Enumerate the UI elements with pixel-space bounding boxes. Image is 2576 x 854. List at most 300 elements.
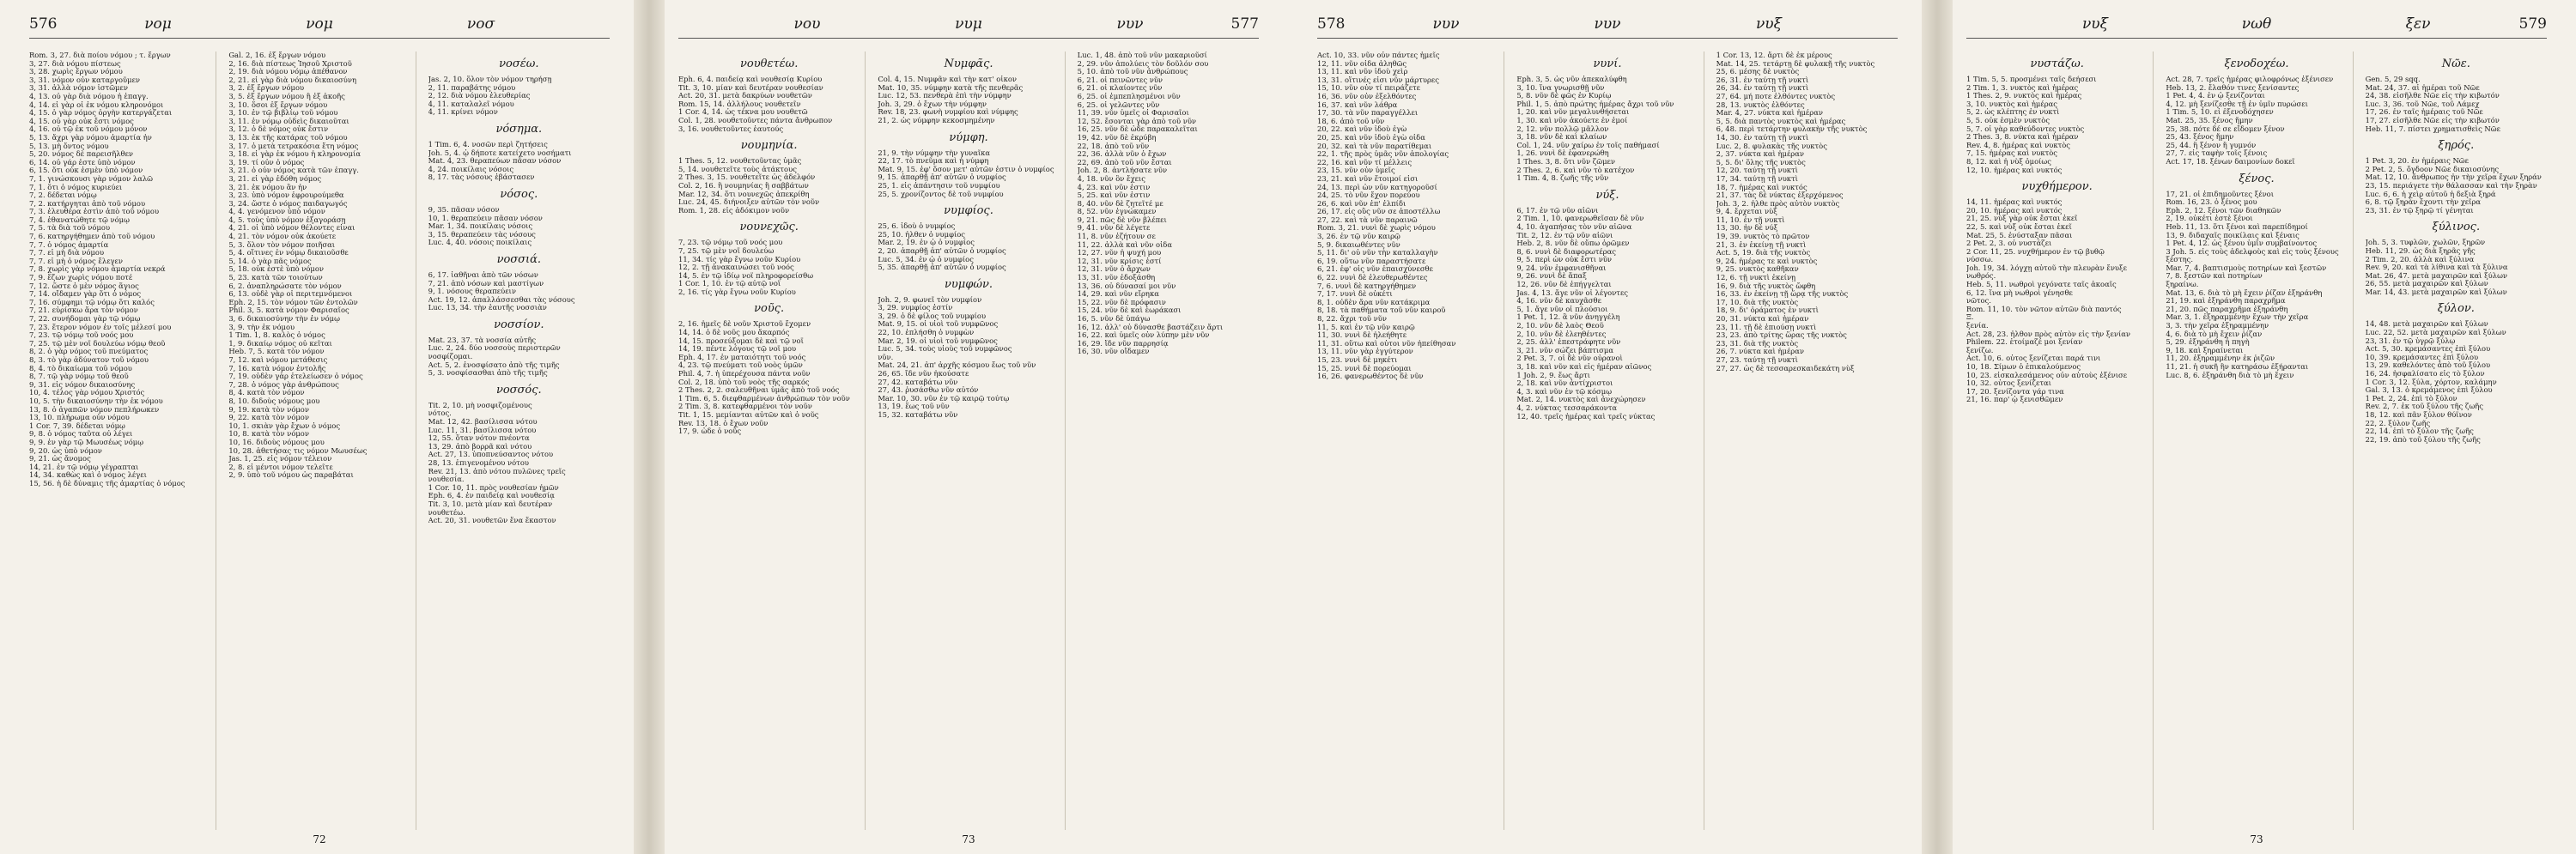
concordance-line: 15, 56. ἡ δὲ δύναμις τῆς ἁμαρτίας ὁ νόμος (29, 479, 185, 488)
entry-headword: νοσέω. (499, 58, 539, 70)
concordance-line: 25, 38. πότε δέ σε εἴδομεν ξένον (2166, 124, 2285, 133)
concordance-line: 6, 17. ἰαθῆναι ἀπὸ τῶν νόσων (428, 270, 538, 279)
concordance-line: 10, 23. εἰσκαλεσάμενος οὖν αὐτοὺς ἐξένισε (1966, 371, 2128, 379)
concordance-line: 3, 17. ὁ μετὰ τετρακόσια ἔτη νόμος (228, 142, 359, 150)
concordance-line: 7, 21. ἀπὸ νόσων καὶ μαστίγων (428, 279, 544, 288)
concordance-line: νουθεσία. (428, 475, 465, 484)
concordance-line: 2 Thes. 3, 8. νύκτα καὶ ἡμέραν (1966, 133, 2079, 142)
concordance-line: 7, 25. τῷ μὲν νοῒ δουλεύω (678, 246, 775, 255)
concordance-line: 1 Thes. 3, 8. ὅτι νῦν ζῶμεν (1516, 157, 1615, 166)
running-head: νυν (1432, 15, 1460, 33)
concordance-line: 2, 37. νύκτα καὶ ἡμέραν (1716, 150, 1804, 159)
concordance-line: 2, 12. νῦν πολλῷ μᾶλλον (1516, 124, 1609, 133)
concordance-line: 9, 4. ἔρχεται νὺξ (1716, 208, 1777, 216)
page-578 (1293, 0, 1922, 854)
concordance-line: 26, 7. νύκτα καὶ ἡμέραν (1716, 348, 1804, 356)
concordance-line: 13, 36. οὐ δύνασαί μοι νῦν (1077, 282, 1176, 290)
concordance-line: 6, 25. οἱ γελῶντες νῦν (1077, 100, 1160, 109)
header-rule (1317, 38, 1898, 39)
concordance-line: 1 Tim. 1, 8. καλὸς ὁ νόμος (228, 331, 325, 340)
concordance-line: 23, 11. τῇ δὲ ἐπιούσῃ νυκτὶ (1716, 323, 1817, 331)
concordance-line: 7, 8. χωρὶς γὰρ νόμου ἁμαρτία νεκρά (29, 265, 166, 274)
concordance-line: Rom. 15, 14. ἀλλήλους νουθετεῖν (678, 100, 801, 108)
concordance-line: 1 Pet. 4, 4. ἐν ᾧ ξενίζονται (2166, 92, 2265, 100)
concordance-line: 9, 21. ὡς ἄνομος (29, 455, 91, 463)
concordance-line: 16, 22. καὶ ὑμεῖς οὖν λύπην μὲν νῦν (1077, 331, 1210, 340)
concordance-line: 24, 13. περὶ ὧν νῦν κατηγοροῦσί (1317, 183, 1437, 191)
signature-mark: 73 (2250, 833, 2263, 845)
concordance-line: 17, 26. ἐν ταῖς ἡμέραις τοῦ Νῶε (2365, 108, 2483, 117)
concordance-line: Mar. 14, 43. μετὰ μαχαιρῶν καὶ ξύλων (2365, 288, 2507, 296)
concordance-line: Joh. 3, 2. ἦλθε πρὸς αὐτὸν νυκτὸς (1716, 199, 1840, 208)
concordance-line: 8, 4. τὸ δικαίωμα τοῦ νόμου (29, 364, 132, 372)
concordance-line: 5, 18. οὐκ ἐστὲ ὑπὸ νόμον (228, 265, 325, 274)
concordance-line: 8, 1. οὐδὲν ἄρα νῦν κατάκριμα (1317, 298, 1431, 306)
concordance-line: Rom. 3, 21. νυνὶ δὲ χωρὶς νόμου (1317, 224, 1436, 233)
concordance-line: 9, 41. νῦν δὲ λέγετε (1077, 224, 1151, 233)
concordance-line: 2 Pet. 2, 3. οὐ νυστάζει (1966, 239, 2052, 248)
concordance-line: 10, 1. σκιὰν γὰρ ἔχων ὁ νόμος (228, 421, 341, 430)
concordance-line: Joh. 5, 3. τυφλῶν, χωλῶν, ξηρῶν (2365, 239, 2486, 247)
entry-headword: νόσος. (500, 187, 538, 201)
concordance-line: 5, 9. δικαιωθέντες νῦν (1317, 240, 1400, 249)
concordance-line: 7, 9. ἔζων χωρὶς νόμου ποτέ (29, 274, 133, 282)
concordance-line: 19, 39. νυκτὸς τὸ πρῶτον (1716, 233, 1810, 241)
concordance-line: Tit. 2, 10. μὴ νοσφιζομένους (428, 401, 532, 409)
concordance-line: 2, 19. διὰ νόμου νόμῳ ἀπέθανον (228, 68, 348, 76)
concordance-line: 14, 29. καὶ νῦν εἴρηκα (1077, 290, 1159, 299)
running-head: νοσ (466, 15, 495, 33)
concordance-line: 3, 31. ἀλλὰ νόμον ἱστῶμεν (29, 84, 128, 93)
concordance-line: Rom. 3, 27. διὰ ποίου νόμου ; τ. ἔργων (29, 51, 171, 59)
concordance-line: 11, 20. ἐξηραμμένην ἐκ ῥιζῶν (2166, 354, 2275, 363)
concordance-line: 6, 15. ὅτι οὐκ ἐσμὲν ὑπὸ νόμον (29, 167, 143, 175)
concordance-line: Act. 10, 6. οὗτος ξενίζεται παρά τινι (1966, 354, 2101, 363)
header-rule (1966, 38, 2547, 39)
concordance-line: 1 Pet. 4, 12. ὡς ξένου ὑμῖν συμβαίνοντος (2166, 239, 2318, 248)
concordance-line: 16, 25. νῦν δὲ ὧδε παρακαλεῖται (1077, 125, 1198, 134)
concordance-line: Heb. 5, 11. νωθροὶ γεγόνατε ταῖς ἀκοαῖς (1966, 281, 2117, 289)
concordance-line: Col. 4, 15. Νυμφᾶν καὶ τὴν κατ' οἶκον (878, 76, 1017, 83)
concordance-line: Mat. 13, 6. διὰ τὸ μὴ ἔχειν ῥίζαν ἐξηράνθη (2166, 288, 2323, 297)
concordance-line: Mat. 4, 23. θεραπεύων πᾶσαν νόσον (428, 157, 562, 166)
concordance-line: Rev. 2, 7. ἐκ τοῦ ξύλου τῆς ζωῆς (2365, 403, 2483, 411)
concordance-line: 1 Thes. 5, 12. νουθετοῦντας ὑμᾶς (678, 157, 802, 166)
concordance-line: 7, 12. καὶ νόμου μετάθεσις (228, 355, 328, 364)
concordance-line: 12, 10. ἡμέρας καὶ νυκτός (1966, 166, 2063, 174)
concordance-line: Mat. 25, 5. ἐνύσταξαν πᾶσαι (1966, 231, 2073, 239)
concordance-line: 2 Pet. 2, 5. ὄγδοον Νῶε δικαιοσύνης (2365, 165, 2500, 173)
concordance-line: 4, 11. καταλαλεῖ νόμου (428, 100, 514, 108)
concordance-column (1966, 51, 2154, 830)
concordance-line: Mat. 26, 47. μετὰ μαχαιρῶν καὶ ξύλων (2365, 271, 2507, 280)
concordance-line: 28, 13. ἐπιγενομένου νότου (428, 459, 529, 467)
concordance-line: 6, 21. ἐφ' οἷς νῦν ἐπαισχύνεσθε (1317, 265, 1433, 274)
concordance-line: 20, 10. ἡμέρας καὶ νυκτός (1966, 206, 2063, 215)
concordance-line: Luc. 2, 8. φυλακὰς τῆς νυκτὸς (1716, 142, 1827, 150)
concordance-line: 10, 28. ἀθετήσας τις νόμον Μωυσέως (228, 446, 368, 455)
concordance-line: Gen. 5, 29 sqq. (2365, 76, 2421, 83)
concordance-line: Joh. 2, 9. φωνεῖ τὸν νυμφίον (878, 295, 982, 304)
concordance-line: 22, 5. καὶ νὺξ οὐκ ἔσται ἐκεῖ (1966, 222, 2072, 231)
concordance-line: Act. 10, 33. νῦν οὖν πάντες ἡμεῖς (1317, 51, 1440, 59)
concordance-line: 2, 19. οὐκέτι ἐστὲ ξένοι (2166, 215, 2253, 223)
concordance-line: 12, 55. ὅταν νότον πνέοντα (428, 434, 530, 443)
concordance-line: 3, 10. ὅσοι ἐξ ἔργων νόμου (228, 100, 328, 109)
concordance-line: 9, 24. ἡμέρας τε καὶ νυκτὸς (1716, 257, 1818, 265)
concordance-line: 2, 11. παραβάτης νόμου (428, 83, 516, 92)
entry-headword: ξύλινος. (2432, 221, 2481, 234)
concordance-line: 14, 19. πέντε λόγους τῷ νοΐ μου (678, 345, 797, 354)
concordance-line: 2 Thes. 2, 6. καὶ νῦν τὸ κατέχον (1516, 166, 1635, 174)
concordance-line: Joh. 3, 29. ὁ ἔχων τὴν νύμφην (878, 100, 987, 108)
concordance-line: Gal. 2, 16. ἐξ ἔργων νόμου (228, 51, 326, 59)
concordance-line: ξενία. (1966, 322, 1989, 330)
concordance-line: 1 Tim. 6, 5. διεφθαρμένων ἀνθρώπων τὸν νοῦν (678, 394, 850, 403)
concordance-line: 9, 25. νυκτὸς καθῆκαν (1716, 265, 1799, 274)
concordance-line: 6, 22. νυνὶ δὲ ἐλευθερωθέντες (1317, 274, 1428, 282)
concordance-line: 5, 14. ὁ γὰρ πᾶς νόμος (228, 257, 312, 265)
concordance-line: ξηραίνω. (2166, 281, 2199, 289)
concordance-line: 20, 22. καὶ νῦν ἰδοὺ ἐγὼ (1317, 125, 1407, 134)
concordance-line: 12, 40. τρεῖς ἡμέρας καὶ τρεῖς νύκτας (1516, 412, 1656, 421)
concordance-line: 25, 6. ἰδοὺ ὁ νυμφίος (878, 222, 956, 231)
concordance-line: Col. 1, 24. νῦν χαίρω ἐν τοῖς παθήμασί (1516, 141, 1660, 149)
concordance-line: 3, 10. ἵνα γνωρισθῇ νῦν (1516, 83, 1605, 92)
concordance-line: 5, 10. ἀπὸ τοῦ νῦν ἀνθρώπους (1077, 68, 1188, 76)
concordance-line: Heb. 11, 29. ὡς διὰ ξηρᾶς γῆς (2365, 246, 2476, 255)
concordance-line: 9, 19. κατὰ τὸν νόμον (228, 405, 309, 414)
concordance-line: 7, 16. σύμφημι τῷ νόμῳ ὅτι καλός (29, 298, 155, 306)
concordance-line: Mat. 12, 10. ἄνθρωπος ἦν τὴν χεῖρα ἔχων ξηράν (2365, 173, 2542, 182)
concordance-line: 26, 65. ἴδε νῦν ἠκούσατε (878, 370, 969, 379)
concordance-line: 3, 26. ἐν τῷ νῦν καιρῷ (1317, 233, 1400, 241)
concordance-line: 23, 31. ἐν τῷ ξηρῷ τί γένηται (2365, 206, 2474, 215)
concordance-line: 2, 8. εἰ μέντοι νόμον τελεῖτε (228, 463, 333, 471)
concordance-line: 7, 23. τῷ νόμῳ τοῦ νοός μου (29, 331, 134, 340)
concordance-line: 21, 20. πῶς παραχρῆμα ἐξηράνθη (2166, 305, 2288, 313)
concordance-line: 5, 5. διὰ παντὸς νυκτὸς καὶ ἡμέρας (1716, 117, 1846, 125)
concordance-line: 6, 21. οἱ κλαίοντες νῦν (1077, 84, 1163, 93)
concordance-line: 11, 21. ἡ συκῆ ἣν κατηράσω ἐξήρανται (2166, 363, 2309, 371)
concordance-line: Luc. 5, 34. τοὺς υἱοὺς τοῦ νυμφῶνος (878, 345, 1012, 354)
concordance-line: 4, 6. διὰ τὸ μὴ ἔχειν ῥίζαν (2166, 330, 2263, 338)
concordance-line: Mar. 4, 27. νύκτα καὶ ἡμέραν (1716, 109, 1823, 118)
concordance-line: Col. 2, 16. ἢ νουμηνίας ἢ σαββάτων (678, 181, 809, 190)
running-head: νυμ (955, 15, 982, 33)
concordance-line: Joh. 19, 34. λόγχῃ αὐτοῦ τὴν πλευρὰν ἔνυξε (1966, 263, 2127, 272)
concordance-line: 12, 27. νῦν ἡ ψυχή μου (1077, 249, 1162, 257)
concordance-line: 13, 9. διδαχαῖς ποικίλαις καὶ ξέναις (2166, 231, 2300, 239)
concordance-line: 17, 9. ὧδε ὁ νοῦς (678, 427, 742, 436)
concordance-line: 13, 11. καὶ νῦν ἰδοὺ χεὶρ (1317, 68, 1408, 76)
concordance-line: 23, 21. καὶ νῦν ἕτοιμοί εἰσι (1317, 174, 1419, 183)
concordance-line: Rev. 9, 20. καὶ τὰ λίθινα καὶ τὰ ξύλινα (2365, 263, 2508, 272)
concordance-line: 16, 9. διὰ τῆς νυκτὸς ὤφθη (1716, 282, 1816, 290)
concordance-line: 14, 11. ἡμέρας καὶ νυκτός (1966, 198, 2063, 207)
concordance-line: Act. 5, 19. διὰ τῆς νυκτὸς (1716, 249, 1811, 257)
concordance-line: 6, 19. οὕτω νῦν παραστήσατε (1317, 257, 1426, 265)
concordance-line: Eph. 4, 17. ἐν ματαιότητι τοῦ νοός (678, 353, 806, 361)
concordance-line: 4, 23. καὶ νῦν ἐστιν (1077, 183, 1151, 191)
concordance-line: 8, 6. νυνὶ δὲ διαφορωτέρας (1516, 247, 1616, 256)
concordance-line: 18, 6. ἀπὸ τοῦ νῦν (1317, 117, 1385, 125)
concordance-line: 5, 7. οἱ γὰρ καθεύδοντες νυκτὸς (1966, 124, 2085, 133)
concordance-line: 17, 34. ταύτῃ τῇ νυκτὶ (1716, 174, 1798, 183)
concordance-line: 18, 12. καὶ πᾶν ξύλον θύϊνον (2365, 411, 2472, 419)
concordance-line: Heb. 13, 2. ἔλαθόν τινες ξενίσαντες (2166, 83, 2300, 92)
concordance-line: 9, 15. ἀπαρθῇ ἀπ' αὐτῶν ὁ νυμφίος (878, 173, 1006, 182)
concordance-line: 16, 26. φανερωθέντος δὲ νῦν (1317, 372, 1424, 381)
concordance-line: 27, 22. καὶ τὰ νῦν παραινῶ (1317, 215, 1418, 224)
concordance-line: 6, 8. τῷ ξηρὰν ἔχοντι τὴν χεῖρα (2365, 198, 2482, 207)
concordance-line: Mat. 24, 21. ἀπ' ἀρχῆς κόσμου ἕως τοῦ νῦν (878, 361, 1036, 370)
entry-headword: Νῶε. (2441, 58, 2470, 70)
concordance-line: 18, 7. ἡμέρας καὶ νυκτός (1716, 183, 1807, 191)
concordance-line: 4, 4. γενόμενον ὑπὸ νόμον (228, 208, 325, 216)
concordance-line: 8, 4. κατὰ τὸν νόμον (228, 389, 305, 397)
concordance-line: Mat. 23, 37. τὰ νοσσία αὐτῆς (428, 336, 537, 344)
concordance-line: 3, 18. καὶ νῦν καὶ εἰς ἡμέραν αἰῶνος (1516, 363, 1652, 371)
concordance-line: 3, 6. δικαιοσύνην τὴν ἐν νόμῳ (228, 315, 340, 323)
concordance-line: 3, 24. ὥστε ὁ νόμος παιδαγωγός (228, 199, 348, 208)
concordance-line: 16, 30. νῦν οἴδαμεν (1077, 348, 1150, 356)
concordance-line: 3, 28. χωρὶς ἔργων νόμου (29, 68, 123, 76)
concordance-line: 7, 6. κατηργήθημεν ἀπὸ τοῦ νόμου (29, 233, 155, 241)
concordance-line: 5, 29. ἐξηράνθη ἡ πηγὴ (2166, 338, 2250, 347)
concordance-line: 8, 3. τὸ γὰρ ἀδύνατον τοῦ νόμου (29, 355, 149, 364)
concordance-line: ξέστης. (2166, 256, 2194, 264)
concordance-line: 25, 5. χρονίζοντος δὲ τοῦ νυμφίου (878, 190, 1004, 198)
concordance-line: 8, 2. ὁ γὰρ νόμος τοῦ πνεύματος (29, 348, 149, 356)
concordance-line: 13, 19. ἕως τοῦ νῦν (878, 403, 950, 411)
concordance-line: 7, 15. ἡμέρας καὶ νυκτὸς (1966, 149, 2057, 158)
columns (1966, 51, 2547, 830)
concordance-line: 10, 1. θεραπεύειν πᾶσαν νόσον (428, 214, 543, 222)
concordance-line: 3, 27. διὰ νόμου πίστεως (29, 59, 121, 68)
concordance-line: 7, 2. δέδεται νόμῳ (29, 191, 97, 200)
concordance-line: Eph. 2, 15. τὸν νόμον τῶν ἐντολῶν (228, 298, 358, 306)
entry-headword: ξενοδοχέω. (2224, 58, 2289, 70)
concordance-line: 3, 13. ἐκ τῆς κατάρας τοῦ νόμου (228, 133, 348, 142)
concordance-line: 2 Thes. 2, 2. σαλευθῆναι ὑμᾶς ἀπὸ τοῦ νοός (678, 386, 840, 395)
concordance-line: 2, 25. ἀλλ' ἐπεστράφητε νῦν (1516, 338, 1621, 347)
concordance-line: 25, 43. ξένος ἤμην (2166, 133, 2234, 142)
concordance-line: 4, 24. ποικίλαις νόσοις (428, 165, 514, 173)
concordance-line: Eph. 2, 12. ξένοι τῶν διαθηκῶν (2166, 206, 2281, 215)
entry-headword: ξένος. (2239, 172, 2275, 185)
concordance-column (878, 51, 1065, 830)
concordance-line: 7, 8. ξεστῶν καὶ ποτηρίων (2166, 272, 2263, 281)
concordance-line: Jas. 4, 13. ἄγε νῦν οἱ λέγοντες (1516, 288, 1628, 297)
concordance-line: 28, 13. νυκτὸς ἐλθόντες (1716, 100, 1805, 109)
concordance-line: 11, 5. καὶ ἐν τῷ νῦν καιρῷ (1317, 323, 1415, 331)
concordance-line: 4, 5. τοὺς ὑπὸ νόμον ἐξαγοράσῃ (228, 215, 346, 224)
concordance-line: Luc. 11, 31. βασίλισσα νότου (428, 426, 537, 434)
concordance-line: 3, 21. ὁ οὖν νόμος κατὰ τῶν ἐπαγγ. (228, 167, 359, 175)
concordance-line: 9, 22. κατὰ τὸν νόμον (228, 414, 309, 422)
concordance-line: Act. 20, 31. μετὰ δακρύων νουθετῶν (678, 92, 812, 100)
concordance-line: 2, 29. νῦν ἀπολύεις τὸν δοῦλόν σου (1077, 59, 1209, 68)
concordance-line: 5, 11. δι' οὗ νῦν τὴν καταλλαγὴν (1317, 249, 1438, 257)
concordance-line: 1 Pet. 3, 20. ἐν ἡμέραις Νῶε (2365, 157, 2469, 166)
concordance-line: 3, 10. νυκτὸς καὶ ἡμέρας (1966, 100, 2057, 108)
concordance-line: Heb. 11, 13. ὅτι ξένοι καὶ παρεπίδημοί (2166, 222, 2308, 231)
concordance-line: Mat. 14, 25. τετάρτῃ δὲ φυλακῇ τῆς νυκτὸς (1716, 59, 1875, 68)
concordance-line: Rev. 13, 18. ὁ ἔχων νοῦν (678, 419, 769, 427)
concordance-line: 12, 26. νῦν δὲ ἐπήγγελται (1516, 281, 1612, 289)
concordance-line: 10, 4. τέλος γὰρ νόμου Χριστός (29, 389, 145, 397)
concordance-line: 16, 24. ἠσφαλίσατο εἰς τὸ ξύλον (2365, 370, 2485, 379)
concordance-line: 1 Cor. 4, 14. ὡς τέκνα μου νουθετῶ (678, 108, 808, 117)
concordance-line: 22, 36. ἀλλὰ νῦν ὁ ἔχων (1077, 150, 1167, 159)
concordance-line: 5, 35. ἀπαρθῇ ἀπ' αὐτῶν ὁ νυμφίος (878, 263, 1006, 272)
concordance-line: Mar. 12, 34. ὅτι νουνεχῶς ἀπεκρίθη (678, 190, 810, 198)
concordance-line: νῶτος. (1966, 297, 1991, 306)
concordance-line: Jas. 2, 10. ὅλον τὸν νόμον τηρήσῃ (428, 76, 552, 83)
concordance-line: 23, 15. περιάγετε τὴν θάλασσαν καὶ τὴν ξηρὰν (2365, 181, 2537, 190)
concordance-line: 25, 10. ἦλθεν ὁ νυμφίος (878, 230, 965, 239)
concordance-line: 1 Cor. 13, 12. ἄρτι δὲ ἐκ μέρους (1716, 51, 1832, 59)
concordance-line: 13, 30. ἦν δὲ νύξ (1716, 224, 1778, 233)
concordance-line: Tit. 1, 15. μεμίανται αὐτῶν καὶ ὁ νοῦς (678, 411, 819, 419)
concordance-line: 13, 29. ἀπὸ βορρᾶ καὶ νότου (428, 442, 532, 451)
concordance-line: 21, 16. παρ' ᾧ ξενισθῶμεν (1966, 396, 2063, 404)
concordance-line: Tit. 3, 10. μετὰ μίαν καὶ δευτέραν (428, 500, 553, 508)
concordance-line: 5, 23. κατὰ τῶν τοιούτων (228, 274, 323, 282)
concordance-line: 9, 20. ὡς ὑπὸ νόμον (29, 446, 102, 455)
concordance-line: 2, 9. ὑπὸ τοῦ νόμου ὡς παραβάται (228, 471, 354, 480)
concordance-line: Luc. 22, 52. μετὰ μαχαιρῶν καὶ ξύλων (2365, 329, 2506, 337)
concordance-line: 14, 15. προσεύξομαι δὲ καὶ τῷ νοΐ (678, 336, 804, 345)
concordance-line: 2, 10. νῦν δὲ ἐλεηθέντες (1516, 330, 1607, 338)
concordance-line: νύσσω. (1966, 256, 1994, 264)
concordance-line: 2, 16. τίς γὰρ ἔγνω νοῦν Κυρίου (678, 288, 796, 296)
concordance-column (2166, 51, 2353, 830)
concordance-line: 4, 15. οὗ γὰρ οὐκ ἔστι νόμος (29, 117, 134, 125)
concordance-line: 2, 20. ἀπαρθῇ ἀπ' αὐτῶν ὁ νυμφίος (878, 246, 1006, 255)
concordance-line: 4, 23. τῷ πνεύματι τοῦ νοὸς ὑμῶν (678, 361, 803, 370)
concordance-line: 3, 21. εἰ γὰρ ἐδόθη νόμος (228, 174, 322, 183)
concordance-line: 2 Tim. 3, 8. κατεφθαρμένοι τὸν νοῦν (678, 403, 812, 411)
concordance-line: Phil. 3, 5. κατὰ νόμον Φαρισαῖος (228, 306, 349, 315)
concordance-line: 17, 30. τὰ νῦν παραγγέλλει (1317, 109, 1419, 118)
concordance-line: 4, 15. ὁ γὰρ νόμος ὀργὴν κατεργάζεται (29, 109, 173, 118)
concordance-line: 9, 8. ὁ νόμος ταῦτα οὐ λέγει (29, 430, 133, 439)
concordance-line: 9, 35. πᾶσαν νόσον (428, 205, 500, 214)
concordance-line: 3, 3. τὴν χεῖρα ἐξηραμμένην (2166, 322, 2269, 330)
concordance-line: 20, 31. νύκτα καὶ ἡμέραν (1716, 315, 1809, 323)
entry-headword: νυμφίος. (944, 204, 993, 218)
concordance-line: 4, 16. οὐ τῷ ἐκ τοῦ νόμου μόνον (29, 125, 148, 134)
concordance-line: 1 Cor. 7, 39. δέδεται νόμῳ (29, 421, 125, 430)
concordance-line: 5, 14. νουθετεῖτε τοὺς ἀτάκτους (678, 165, 797, 173)
concordance-line: 8, 40. νῦν δὲ ζητεῖτέ με (1077, 199, 1163, 208)
columns (678, 51, 1259, 830)
concordance-line: 3, 18. νῦν δὲ καὶ κλαίων (1516, 133, 1607, 142)
concordance-line: 5, 25. καὶ νῦν ἐστιν (1077, 191, 1151, 200)
concordance-line: 2, 21. εἰ γὰρ διὰ νόμου δικαιοσύνη (228, 76, 356, 84)
concordance-line: 11, 34. τίς γὰρ ἔγνω νοῦν Κυρίου (678, 255, 801, 263)
concordance-line: 2, 12. διὰ νόμου ἐλευθερίας (428, 92, 531, 100)
concordance-line: 3, 21. νῦν σώζει βάπτισμα (1516, 346, 1614, 354)
concordance-line: 7, 2. κατήργηται ἀπὸ τοῦ νόμου (29, 199, 146, 208)
concordance-line: 16, 33. ἐν ἐκείνῃ τῇ ὥρᾳ τῆς νυκτὸς (1716, 290, 1849, 299)
concordance-line: Mar. 2, 19. ἐν ᾧ ὁ νυμφίος (878, 239, 975, 247)
concordance-line: Joh. 2, 8. ἀντλήσατε νῦν (1077, 167, 1168, 175)
entry-headword: νοῦς. (754, 302, 785, 316)
concordance-line: 21, 19. καὶ ἐξηράνθη παραχρῆμα (2166, 297, 2286, 306)
concordance-line: νότος. (428, 409, 452, 418)
concordance-line: 13, 8. ὁ ἀγαπῶν νόμον πεπλήρωκεν (29, 405, 160, 414)
concordance-line: 3 Joh. 5. εἰς τοὺς ἀδελφοὺς καὶ εἰς τοὺς ξένους (2166, 247, 2339, 256)
concordance-line: 5, 3. νοσφίσασθαι ἀπὸ τῆς τιμῆς (428, 369, 548, 378)
concordance-line: 12, 11. νῦν οἶδα ἀληθῶς (1317, 59, 1407, 68)
concordance-line: 9, 5. περὶ ὧν οὐκ ἔστι νῦν (1516, 256, 1613, 264)
concordance-line: 5, 4. οἵτινες ἐν νόμῳ δικαιοῦσθε (228, 249, 349, 257)
page-number: 576 (29, 15, 58, 33)
entry-headword: νυνί. (1593, 58, 1622, 70)
entry-headword: νύμφη. (949, 130, 988, 144)
concordance-line: 3, 19. τί οὖν ὁ νόμος (228, 158, 305, 167)
concordance-line: 27, 64. μή ποτε ἐλθόντες νυκτὸς (1716, 92, 1836, 100)
concordance-line: Luc. 12, 53. πενθερὰ ἐπὶ τὴν νύμφην (878, 92, 1012, 100)
concordance-line: 9, 26. νυνὶ δὲ ἅπαξ (1516, 272, 1587, 281)
concordance-line: 24, 25. τὸ νῦν ἔχον πορεύου (1317, 191, 1420, 200)
concordance-line: Luc. 3, 36. τοῦ Νῶε, τοῦ Λάμεχ (2365, 100, 2480, 108)
concordance-line: 7, 17. νυνὶ δὲ οὐκέτι (1317, 290, 1393, 299)
entry-headword: νουμηνία. (740, 139, 798, 153)
entry-headword: νόσημα. (495, 122, 543, 136)
concordance-line: 22, 18. ἀπὸ τοῦ νῦν (1077, 142, 1150, 150)
concordance-line: 9, 21. πῶς δὲ νῦν βλέπει (1077, 215, 1167, 224)
concordance-line: Joh. 5, 4. ᾧ δήποτε κατείχετο νοσήματι (428, 148, 572, 157)
concordance-line: 5, 13. μὴ ὄντος νόμου (29, 142, 109, 150)
concordance-line: 2 Cor. 11, 25. νυχθήμερον ἐν τῷ βυθῷ (1966, 247, 2105, 256)
concordance-line: 1 Joh. 2, 9. ἕως ἄρτι (1516, 371, 1590, 379)
concordance-line: 2 Thes. 3, 15. νουθετεῖτε ὡς ἀδελφόν (678, 173, 816, 182)
concordance-line: 5, 1. ἄγε νῦν οἱ πλούσιοι (1516, 305, 1608, 313)
concordance-line: 2 Tim. 2, 20. ἀλλὰ καὶ ξύλινα (2365, 255, 2475, 263)
concordance-line: 8, 52. νῦν ἐγνώκαμεν (1077, 208, 1157, 216)
entry-headword: νοσσίον. (494, 318, 544, 331)
entry-headword: ξύλον. (2437, 302, 2475, 316)
concordance-line: Col. 2, 18. ὑπὸ τοῦ νοὸς τῆς σαρκός (678, 378, 810, 386)
concordance-line: 7, 1. ὅτι ὁ νόμος κυριεύει (29, 183, 123, 191)
concordance-line: 1 Pet. 2, 24. ἐπὶ τὸ ξύλον (2365, 394, 2458, 403)
concordance-line: Heb. 11, 7. πίστει χρηματισθεὶς Νῶε (2365, 124, 2500, 133)
concordance-line: 6, 25. οἱ ἐμπεπλησμένοι νῦν (1077, 92, 1181, 100)
concordance-line: Rom. 11, 10. τὸν νῶτον αὐτῶν διὰ παντός (1966, 305, 2122, 313)
concordance-line: 3, 9. τὴν ἐκ νόμου (228, 323, 295, 331)
concordance-line: 25, 44. ἢ ξένον ἢ γυμνόν (2166, 141, 2257, 149)
concordance-line: Tit. 2, 12. ἐν τῷ νῦν αἰῶνι (1516, 231, 1613, 239)
concordance-line: Mat. 9, 15. οἱ υἱοὶ τοῦ νυμφῶνος (878, 320, 999, 329)
concordance-line: 10, 5. τὴν δικαιοσύνην τὴν ἐκ νόμου (29, 397, 163, 405)
concordance-line: Luc. 6, 6. ἡ χεὶρ αὐτοῦ ἡ δεξιὰ ξηρά (2365, 190, 2496, 198)
concordance-line: 7, 1. γινώσκουσι γὰρ νόμον λαλῶ (29, 174, 153, 183)
concordance-line: 14, 21. ἐν τῷ νόμῳ γέγραπται (29, 463, 139, 471)
concordance-line: 16, 29. ἴδε νῦν παρρησίᾳ (1077, 339, 1169, 348)
concordance-line: 23, 23. ἀπὸ τρίτης ὥρας τῆς νυκτὸς (1716, 331, 1847, 340)
concordance-line: 22, 17. τὸ πνεῦμα καὶ ἡ νύμφη (878, 157, 989, 166)
concordance-line: 22, 69. ἀπὸ τοῦ νῦν ἔσται (1077, 158, 1172, 167)
concordance-line: νωθρός. (1966, 272, 1996, 281)
concordance-line: 7, 23. τῷ νόμῳ τοῦ νοός μου (678, 239, 783, 247)
concordance-line: Act. 20, 31. νουθετῶν ἕνα ἕκαστον (428, 517, 556, 525)
concordance-line: 19, 42. νῦν δὲ ἐκρύβη (1077, 133, 1157, 142)
concordance-line: Rom. 1, 28. εἰς ἀδόκιμον νοῦν (678, 206, 790, 215)
